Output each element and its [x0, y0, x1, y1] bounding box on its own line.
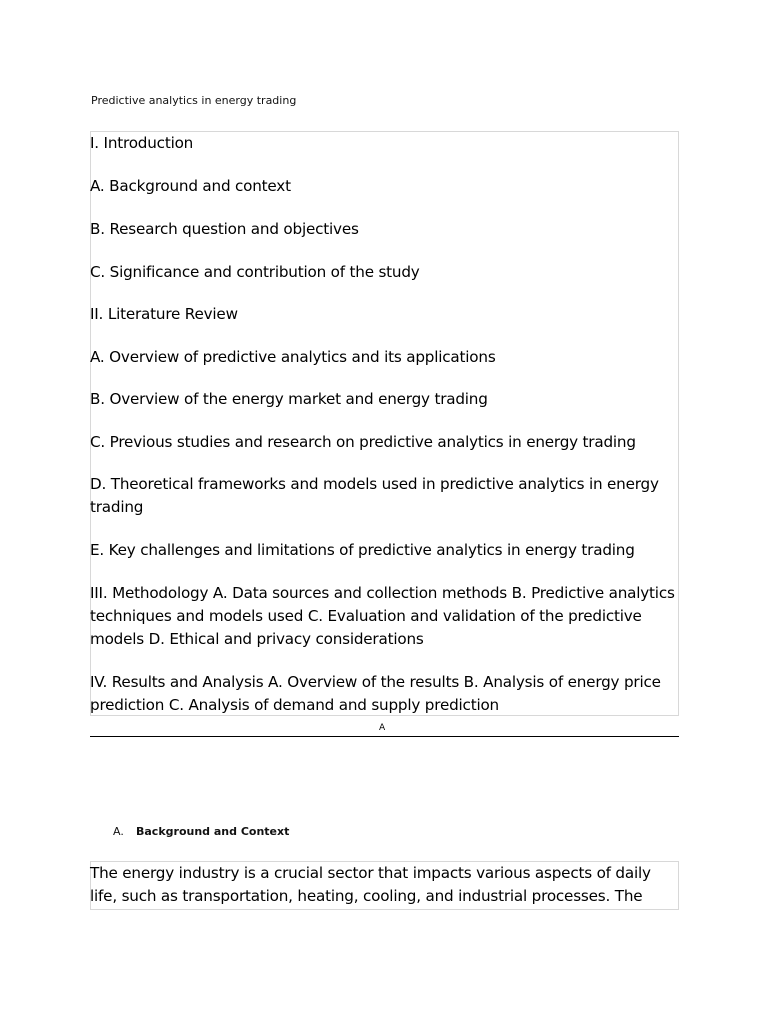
outline-item: I. Introduction [90, 134, 194, 152]
outline-item: IV. Results and Analysis A. Overview of the results B. Analysis of energy price prediction C. Analysis of demand and supply prediction [90, 673, 661, 714]
outline-item: C. Significance and contribution of the study [90, 263, 420, 281]
outline-item: C. Previous studies and research on predictive analytics in energy trading [90, 433, 636, 451]
outline-item: B. Overview of the energy market and energy trading [90, 390, 488, 408]
outline-item: E. Key challenges and limitations of predictive analytics in energy trading [90, 541, 635, 559]
body-paragraph: The energy industry is a crucial sector that impacts various aspects of daily life, such as transportation, heating, cooling, and industrial processes. The [90, 864, 651, 905]
outline-item: A. Overview of predictive analytics and its applications [90, 348, 496, 366]
outline-item: D. Theoretical frameworks and models used in predictive analytics in energy trading [90, 475, 659, 516]
section-divider [90, 736, 679, 737]
divider-label: A [379, 723, 386, 733]
section-heading-text: Background and Context [136, 825, 290, 838]
outline-item: III. Methodology A. Data sources and collection methods B. Predictive analytics techniques and models used C. Evaluation and validation of the predictive models D. Ethical and privacy considerations [90, 584, 675, 648]
outline-item: B. Research question and objectives [90, 220, 359, 238]
section-marker: A. [113, 825, 124, 838]
outline-item: II. Literature Review [90, 305, 238, 323]
section-heading [113, 825, 289, 838]
outline-item: A. Background and context [90, 177, 291, 195]
document-title: Predictive analytics in energy trading [91, 94, 297, 107]
